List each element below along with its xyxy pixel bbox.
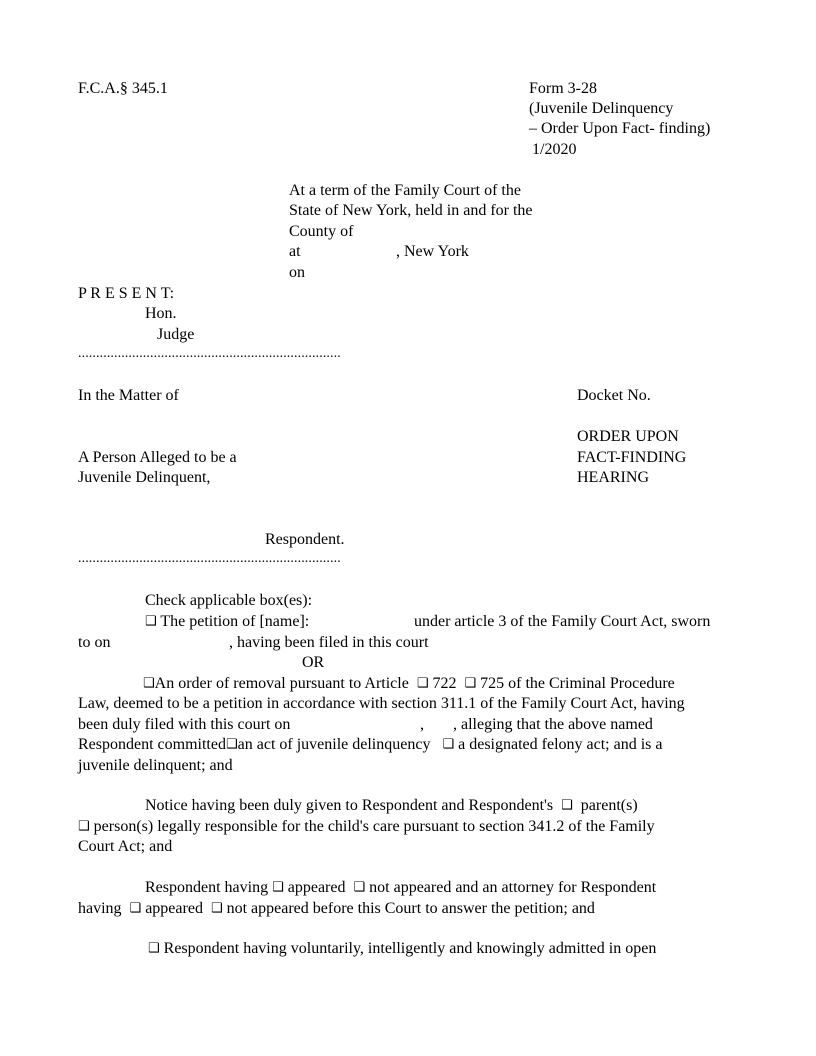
article-725-checkbox[interactable]: ❑ xyxy=(464,676,477,691)
judge-label: Judge xyxy=(157,326,195,343)
notice-line-3: Court Act; and xyxy=(78,838,173,855)
jd-act-label: an act of juvenile delinquency xyxy=(237,736,431,753)
removal-alleging-text: , alleging that the above named xyxy=(453,716,653,733)
removal-line-4 xyxy=(78,735,662,755)
removal-line-5: juvenile delinquent; and xyxy=(78,757,233,774)
removal-order-text: An order of removal pursuant to Article xyxy=(154,675,409,692)
jd-act-checkbox[interactable]: ❑ xyxy=(225,737,238,752)
term-location-suffix: , New York xyxy=(396,243,469,260)
form-title-line-1: (Juvenile Delinquency xyxy=(529,100,674,117)
respondent-not-appeared-checkbox[interactable]: ❑ xyxy=(353,880,366,895)
petition-line-1a xyxy=(145,612,309,632)
attorney-not-appeared-label: not appeared before this Court to answer the petition; and xyxy=(226,900,595,917)
removal-line-2: Law, deemed to be a petition in accordance with section 311.1 of the Family Court Act, having xyxy=(78,695,685,712)
order-title-line-2: FACT-FINDING xyxy=(577,449,687,466)
respondent-appeared-label: appeared xyxy=(287,879,346,896)
petition-line-1b: under article 3 of the Family Court Act, sworn xyxy=(414,613,711,630)
petition-sworn-label: to on xyxy=(78,634,111,651)
admission-line xyxy=(148,939,656,959)
attorney-not-appeared-checkbox[interactable]: ❑ xyxy=(210,901,223,916)
removal-filed-label: been duly filed with this court on xyxy=(78,716,291,733)
parents-label: parent(s) xyxy=(580,797,638,814)
term-on-label: on xyxy=(289,264,305,281)
hon-label: Hon. xyxy=(145,305,177,322)
legally-responsible-text: person(s) legally responsible for the child's care pursuant to section 341.2 of the Family xyxy=(93,818,655,835)
removal-line-1 xyxy=(143,674,675,694)
designated-felony-label: a designated felony act; and is a xyxy=(458,736,663,753)
attorney-appeared-label: appeared xyxy=(145,900,203,917)
notice-text: Notice having been duly given to Respondent and Respondent's xyxy=(145,797,554,814)
respondent-committed-text: Respondent committed xyxy=(78,736,226,753)
notice-line-1 xyxy=(145,796,638,816)
attorney-having-text: having xyxy=(78,900,122,917)
person-alleged-line-2: Juvenile Delinquent, xyxy=(78,469,211,486)
respondent-not-appeared-label: not appeared and an attorney for Respondent xyxy=(369,879,657,896)
attorney-appeared-checkbox[interactable]: ❑ xyxy=(129,901,142,916)
separator-top: ......................................................................... xyxy=(78,346,341,361)
respondent-having-text: Respondent having xyxy=(145,879,269,896)
admission-checkbox[interactable]: ❑ xyxy=(148,941,160,956)
legally-responsible-checkbox[interactable]: ❑ xyxy=(78,819,90,834)
appearance-line-1 xyxy=(145,878,656,898)
admission-text: Respondent having voluntarily, intelligently and knowingly admitted in open xyxy=(163,940,657,957)
docket-label: Docket No. xyxy=(577,387,651,404)
petition-filed-text: , having been filed in this court xyxy=(229,634,429,651)
form-date: 1/2020 xyxy=(532,141,577,158)
petition-checkbox[interactable]: ❑ xyxy=(145,614,157,629)
appearance-line-2 xyxy=(78,899,595,919)
article-722-label: 722 xyxy=(432,675,457,692)
or-label: OR xyxy=(302,654,325,671)
respondent-appeared-checkbox[interactable]: ❑ xyxy=(272,880,284,895)
matter-label: In the Matter of xyxy=(78,387,179,404)
notice-line-2 xyxy=(78,817,655,837)
present-label: P R E S E N T: xyxy=(78,285,175,302)
term-line-2: State of New York, held in and for the xyxy=(289,202,533,219)
person-alleged-line-1: A Person Alleged to be a xyxy=(78,449,237,466)
term-line-1: At a term of the Family Court of the xyxy=(289,182,521,199)
respondent-label: Respondent. xyxy=(265,531,345,548)
removal-order-checkbox[interactable]: ❑ xyxy=(143,676,155,691)
separator-bottom: ......................................................................... xyxy=(78,551,341,566)
statute-citation: F.C.A.§ 345.1 xyxy=(78,80,168,97)
removal-date-comma: , xyxy=(420,716,424,733)
term-county-label: County of xyxy=(289,223,354,240)
term-at-label: at xyxy=(289,243,301,260)
order-title-line-1: ORDER UPON xyxy=(577,428,679,445)
article-722-checkbox[interactable]: ❑ xyxy=(416,676,429,691)
petition-text: The petition of [name]: xyxy=(160,613,310,630)
order-title-line-3: HEARING xyxy=(577,469,649,486)
form-title-line-2: – Order Upon Fact- finding) xyxy=(529,120,711,137)
designated-felony-checkbox[interactable]: ❑ xyxy=(442,737,455,752)
check-applicable-instruction: Check applicable box(es): xyxy=(145,592,313,609)
parents-checkbox[interactable]: ❑ xyxy=(561,798,573,813)
article-725-label: 725 of the Criminal Procedure xyxy=(480,675,675,692)
form-number: Form 3-28 xyxy=(529,80,597,97)
